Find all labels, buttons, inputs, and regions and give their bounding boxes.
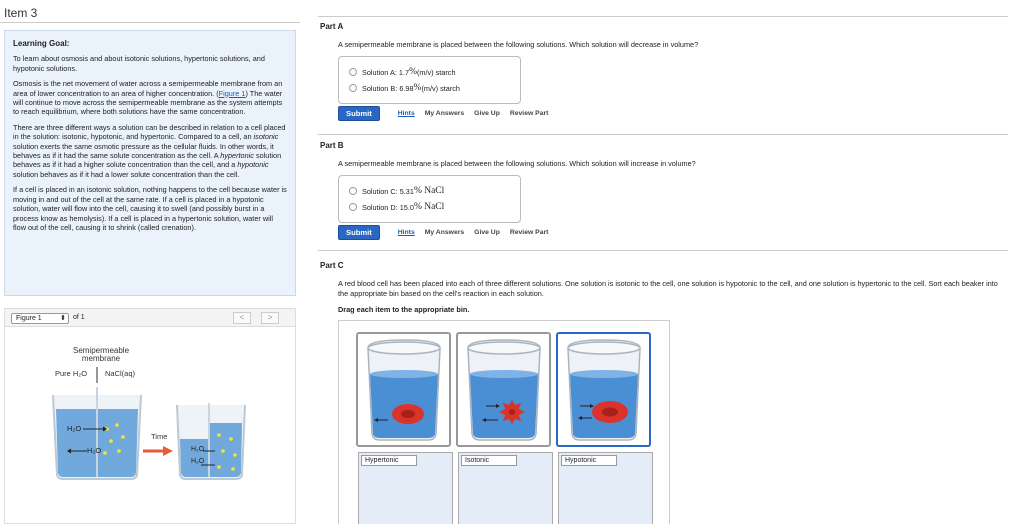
- h2o-label-2: H₂O: [87, 446, 102, 455]
- draggable-beaker-1[interactable]: [356, 332, 451, 447]
- part-b-label: Part B: [320, 141, 344, 150]
- beaker-crenated-cell-icon: [458, 334, 549, 445]
- membrane-label-2: membrane: [81, 354, 121, 363]
- choice-solution-a[interactable]: [349, 67, 456, 77]
- goal-paragraph-1: To learn about osmosis and about isotonic solutions, hypertonic solutions, and hypotonic solutions.: [13, 54, 265, 73]
- beaker-shrunk-cell-icon: [358, 334, 449, 445]
- radio-button[interactable]: [349, 68, 357, 76]
- choice-c-text: Solution C: 5.31: [362, 186, 414, 196]
- h2o-label-1: H₂O: [67, 424, 82, 433]
- give-up-link[interactable]: Give Up: [474, 228, 500, 236]
- p2-text-b: ) The water will continue to move across the semipermeable membrane as the system attempts to reach equilibrium, where both solutions have the same concentration.: [13, 88, 283, 117]
- part-a-question: A semipermeable membrane is placed between the following solutions. Which solution will decrease in volume?: [338, 40, 699, 49]
- choice-b-unit: (m/v) starch: [421, 83, 460, 93]
- part-c-question: A red blood cell has been placed into each of three different solutions. One solution is isotonic to the cell, one solution is hypotonic to the cell, and one solution is hypertonic to the cell. Sort each beaker into the appropriate bin based on the cell's reaction in each solution.: [338, 279, 998, 298]
- bin-label: Isotonic: [461, 455, 517, 466]
- part-a-label: Part A: [320, 22, 344, 31]
- choice-d-unit: % NaCl: [413, 202, 445, 212]
- chevron-updown-icon: ⬍: [60, 315, 66, 322]
- hints-link[interactable]: Hints: [397, 228, 415, 236]
- part-c-label: Part C: [320, 261, 344, 270]
- membrane-label-1: Semipermeable: [72, 346, 130, 355]
- choice-solution-c[interactable]: [349, 186, 444, 196]
- pure-water-label: Pure H₂O: [54, 369, 88, 378]
- draggable-beaker-3[interactable]: [556, 332, 651, 447]
- bin-hypertonic[interactable]: [358, 452, 453, 524]
- choice-a-unit: (m/v) starch: [416, 67, 456, 77]
- h2o-label-4: H₂O: [191, 458, 205, 465]
- goal-paragraph-2: [13, 79, 287, 117]
- part-b-divider: [318, 134, 1008, 135]
- osmosis-figure: [5, 327, 295, 523]
- radio-button[interactable]: [349, 203, 357, 211]
- goal-paragraph-4: If a cell is placed in an isotonic solution, nothing happens to the cell because water is moving in and out of the cell at the same rate. If a cell is placed in a hypotonic solution, water will flow into the cell, causing it to swell (and possibly burst in a process know as hemolysis). If a cell is placed in a hypertonic solution, water will flow out of the cell, causing it to shrink (called crenation).: [13, 185, 287, 232]
- part-a-toolbar: [338, 106, 548, 120]
- figure-select[interactable]: [11, 313, 69, 324]
- item-title: Item 3: [4, 6, 38, 20]
- choice-c-unit: % NaCl: [413, 186, 445, 196]
- term-isotonic: isotonic: [253, 132, 279, 142]
- figure-count: of 1: [73, 314, 85, 321]
- figure-prev-button[interactable]: <: [233, 312, 251, 324]
- figure-next-button[interactable]: >: [261, 312, 279, 324]
- p3-text-b: solution exerts the same osmotic pressure as the cellular fluids. In other words, it behaves as if it had the same solute concentration as the cell. A: [13, 141, 274, 161]
- part-a-divider: [318, 16, 1008, 17]
- my-answers-link[interactable]: My Answers: [424, 109, 465, 117]
- figure-select-value: Figure 1: [16, 315, 42, 322]
- part-c-divider: [318, 250, 1008, 251]
- title-divider: [0, 22, 300, 23]
- choice-b-text: Solution B: 6.98: [362, 83, 414, 93]
- goal-paragraph-3: [13, 123, 287, 179]
- choice-solution-d[interactable]: [349, 202, 444, 212]
- draggable-beaker-2[interactable]: [456, 332, 551, 447]
- hints-link[interactable]: Hints: [397, 109, 415, 117]
- percent-symbol: %: [413, 83, 422, 93]
- submit-button[interactable]: Submit: [338, 106, 380, 121]
- bin-label: Hypotonic: [561, 455, 617, 466]
- radio-button[interactable]: [349, 187, 357, 195]
- submit-button[interactable]: Submit: [338, 225, 380, 240]
- p2-text-a: Osmosis is the net movement of water across a semipermeable membrane from an area of lower concentration to an area of higher concentration. (: [13, 79, 283, 98]
- term-hypotonic: hypotonic: [237, 160, 269, 170]
- figure-toolbar: [5, 309, 295, 327]
- part-b-question: A semipermeable membrane is placed between the following solutions. Which solution will increase in volume?: [338, 159, 696, 168]
- time-label: Time: [151, 432, 168, 441]
- figure-link[interactable]: Figure 1: [218, 88, 246, 98]
- review-part-link[interactable]: Review Part: [509, 228, 549, 236]
- beaker-after: [177, 403, 245, 479]
- p3-text-a: There are three different ways a solution can be described in relation to a cell placed in the solution: isotonic, hypotonic, and hypertonic. Compared to a cell, an: [13, 122, 286, 142]
- my-answers-link[interactable]: My Answers: [424, 228, 465, 236]
- p3-text-d: solution behaves as if it had a lower solute concentration than the cell.: [13, 169, 240, 179]
- p3-text-c: solution behaves as if it had a higher solute concentration than the cell, and a: [13, 151, 282, 170]
- give-up-link[interactable]: Give Up: [474, 109, 500, 117]
- bin-isotonic[interactable]: [458, 452, 553, 524]
- learning-goal-heading: Learning Goal:: [13, 39, 70, 48]
- bin-label: Hypertonic: [361, 455, 417, 466]
- part-b-choices: [338, 175, 521, 223]
- learning-goal-panel: [4, 30, 296, 296]
- h2o-label-3: H₂O: [191, 446, 205, 453]
- choice-d-text: Solution D: 15.0: [362, 202, 414, 212]
- term-hypertonic: hypertonic: [220, 151, 254, 161]
- beaker-normal-cell-icon: [558, 334, 649, 445]
- beaker-before: [53, 387, 141, 479]
- bin-hypotonic[interactable]: [558, 452, 653, 524]
- drag-instruction: Drag each item to the appropriate bin.: [338, 305, 470, 314]
- choice-solution-b[interactable]: [349, 83, 460, 93]
- radio-button[interactable]: [349, 84, 357, 92]
- part-b-toolbar: [338, 225, 548, 239]
- part-a-choices: [338, 56, 521, 104]
- review-part-link[interactable]: Review Part: [509, 109, 549, 117]
- time-arrow: [143, 446, 173, 456]
- choice-a-text: Solution A: 1.7: [362, 67, 410, 77]
- percent-symbol: %: [409, 67, 417, 77]
- figure-viewer: [4, 308, 296, 524]
- nacl-label: NaCl(aq): [104, 369, 136, 378]
